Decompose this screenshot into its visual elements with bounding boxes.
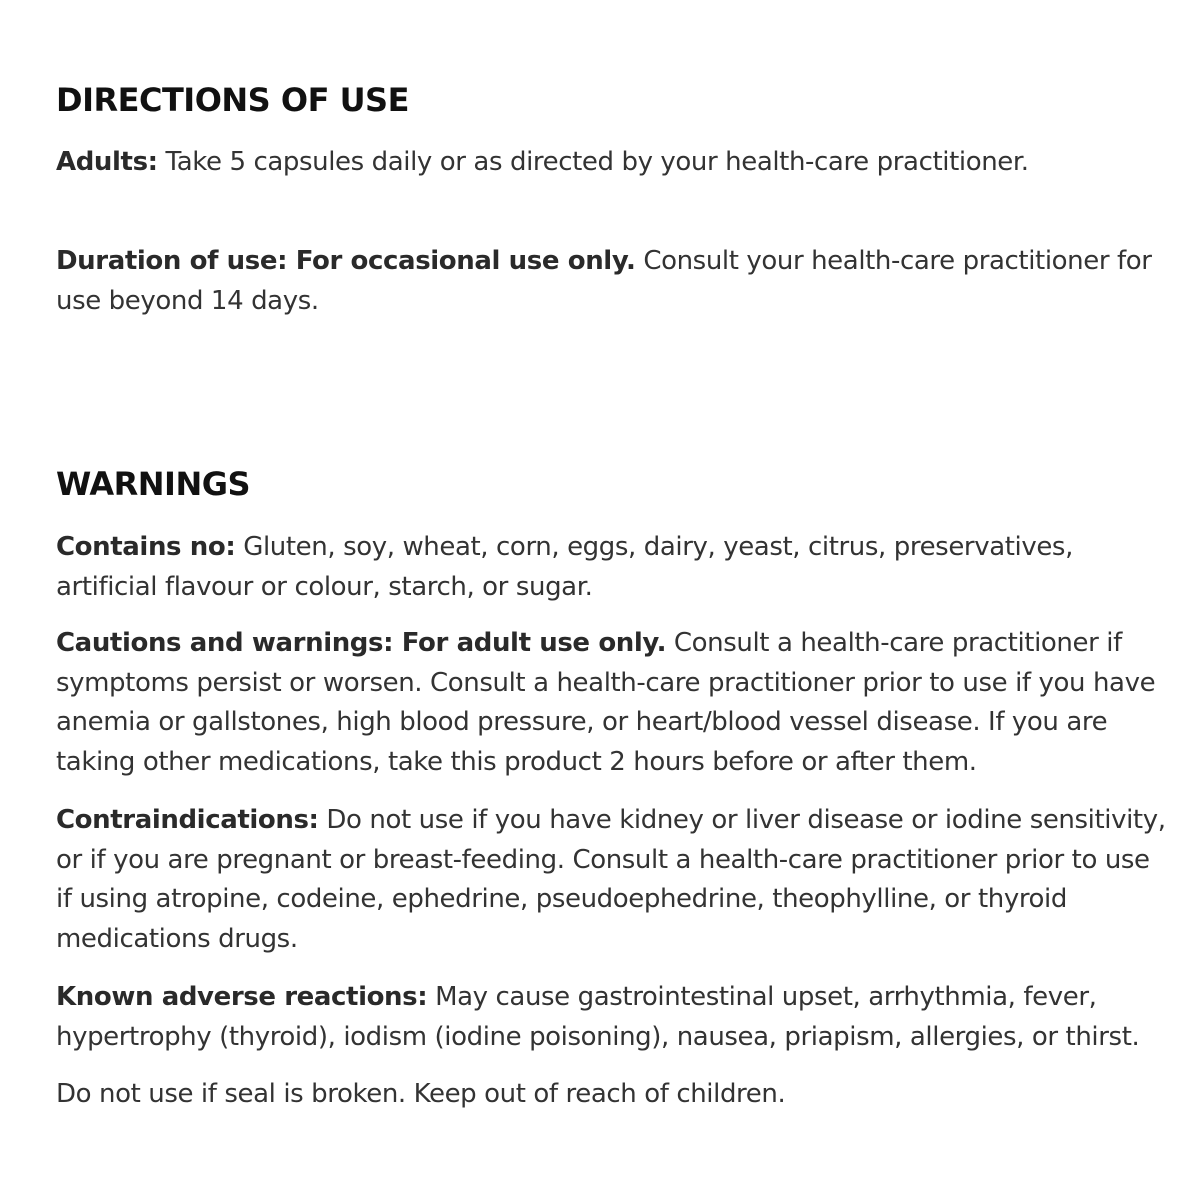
adverse-reactions-text: May cause gastrointestinal upset, arrhythmia, fever, hypertrophy (thyroid), iodism (iodine poisoning), nausea, priapism, allergies, or thirst. — [56, 982, 1140, 1052]
adverse-reactions-label: Known adverse reactions: — [56, 982, 428, 1012]
adverse-reactions-paragraph — [56, 978, 1166, 1057]
contraindications-paragraph — [56, 801, 1166, 959]
contains-no-label: Contains no: — [56, 532, 236, 562]
adults-paragraph — [56, 143, 1166, 183]
adults-text: Take 5 capsules daily or as directed by your health-care practitioner. — [157, 147, 1029, 177]
duration-paragraph — [56, 242, 1166, 321]
contraindications-label: Contraindications: — [56, 805, 319, 835]
directions-heading: DIRECTIONS OF USE — [56, 81, 409, 119]
duration-text: Consult your health-care practitioner for use beyond 14 days. — [56, 246, 1152, 316]
adults-label: Adults: — [56, 147, 158, 177]
seal-warning-paragraph: Do not use if seal is broken. Keep out of reach of children. — [56, 1079, 786, 1109]
duration-label: Duration of use: For occasional use only. — [56, 246, 636, 276]
contains-no-paragraph — [56, 528, 1166, 607]
cautions-paragraph — [56, 624, 1166, 782]
cautions-label: Cautions and warnings: For adult use only. — [56, 628, 667, 658]
contains-no-text: Gluten, soy, wheat, corn, eggs, dairy, yeast, citrus, preservatives, artificial flavour or colour, starch, or sugar. — [56, 532, 1073, 602]
contraindications-text: Do not use if you have kidney or liver disease or iodine sensitivity, or if you are pregnant or breast-feeding. Consult a health-care practitioner prior to use if using atropine, codeine, ephedrine, pseudoephedrine, theophylline, or thyroid medications drugs. — [56, 805, 1166, 954]
warnings-heading: WARNINGS — [56, 465, 251, 503]
cautions-text: Consult a health-care practitioner if symptoms persist or worsen. Consult a health-care practitioner prior to use if you have anemia or gallstones, high blood pressure, or heart/blood vessel disease. If you are taking other medications, take this product 2 hours before or after them. — [56, 628, 1156, 777]
